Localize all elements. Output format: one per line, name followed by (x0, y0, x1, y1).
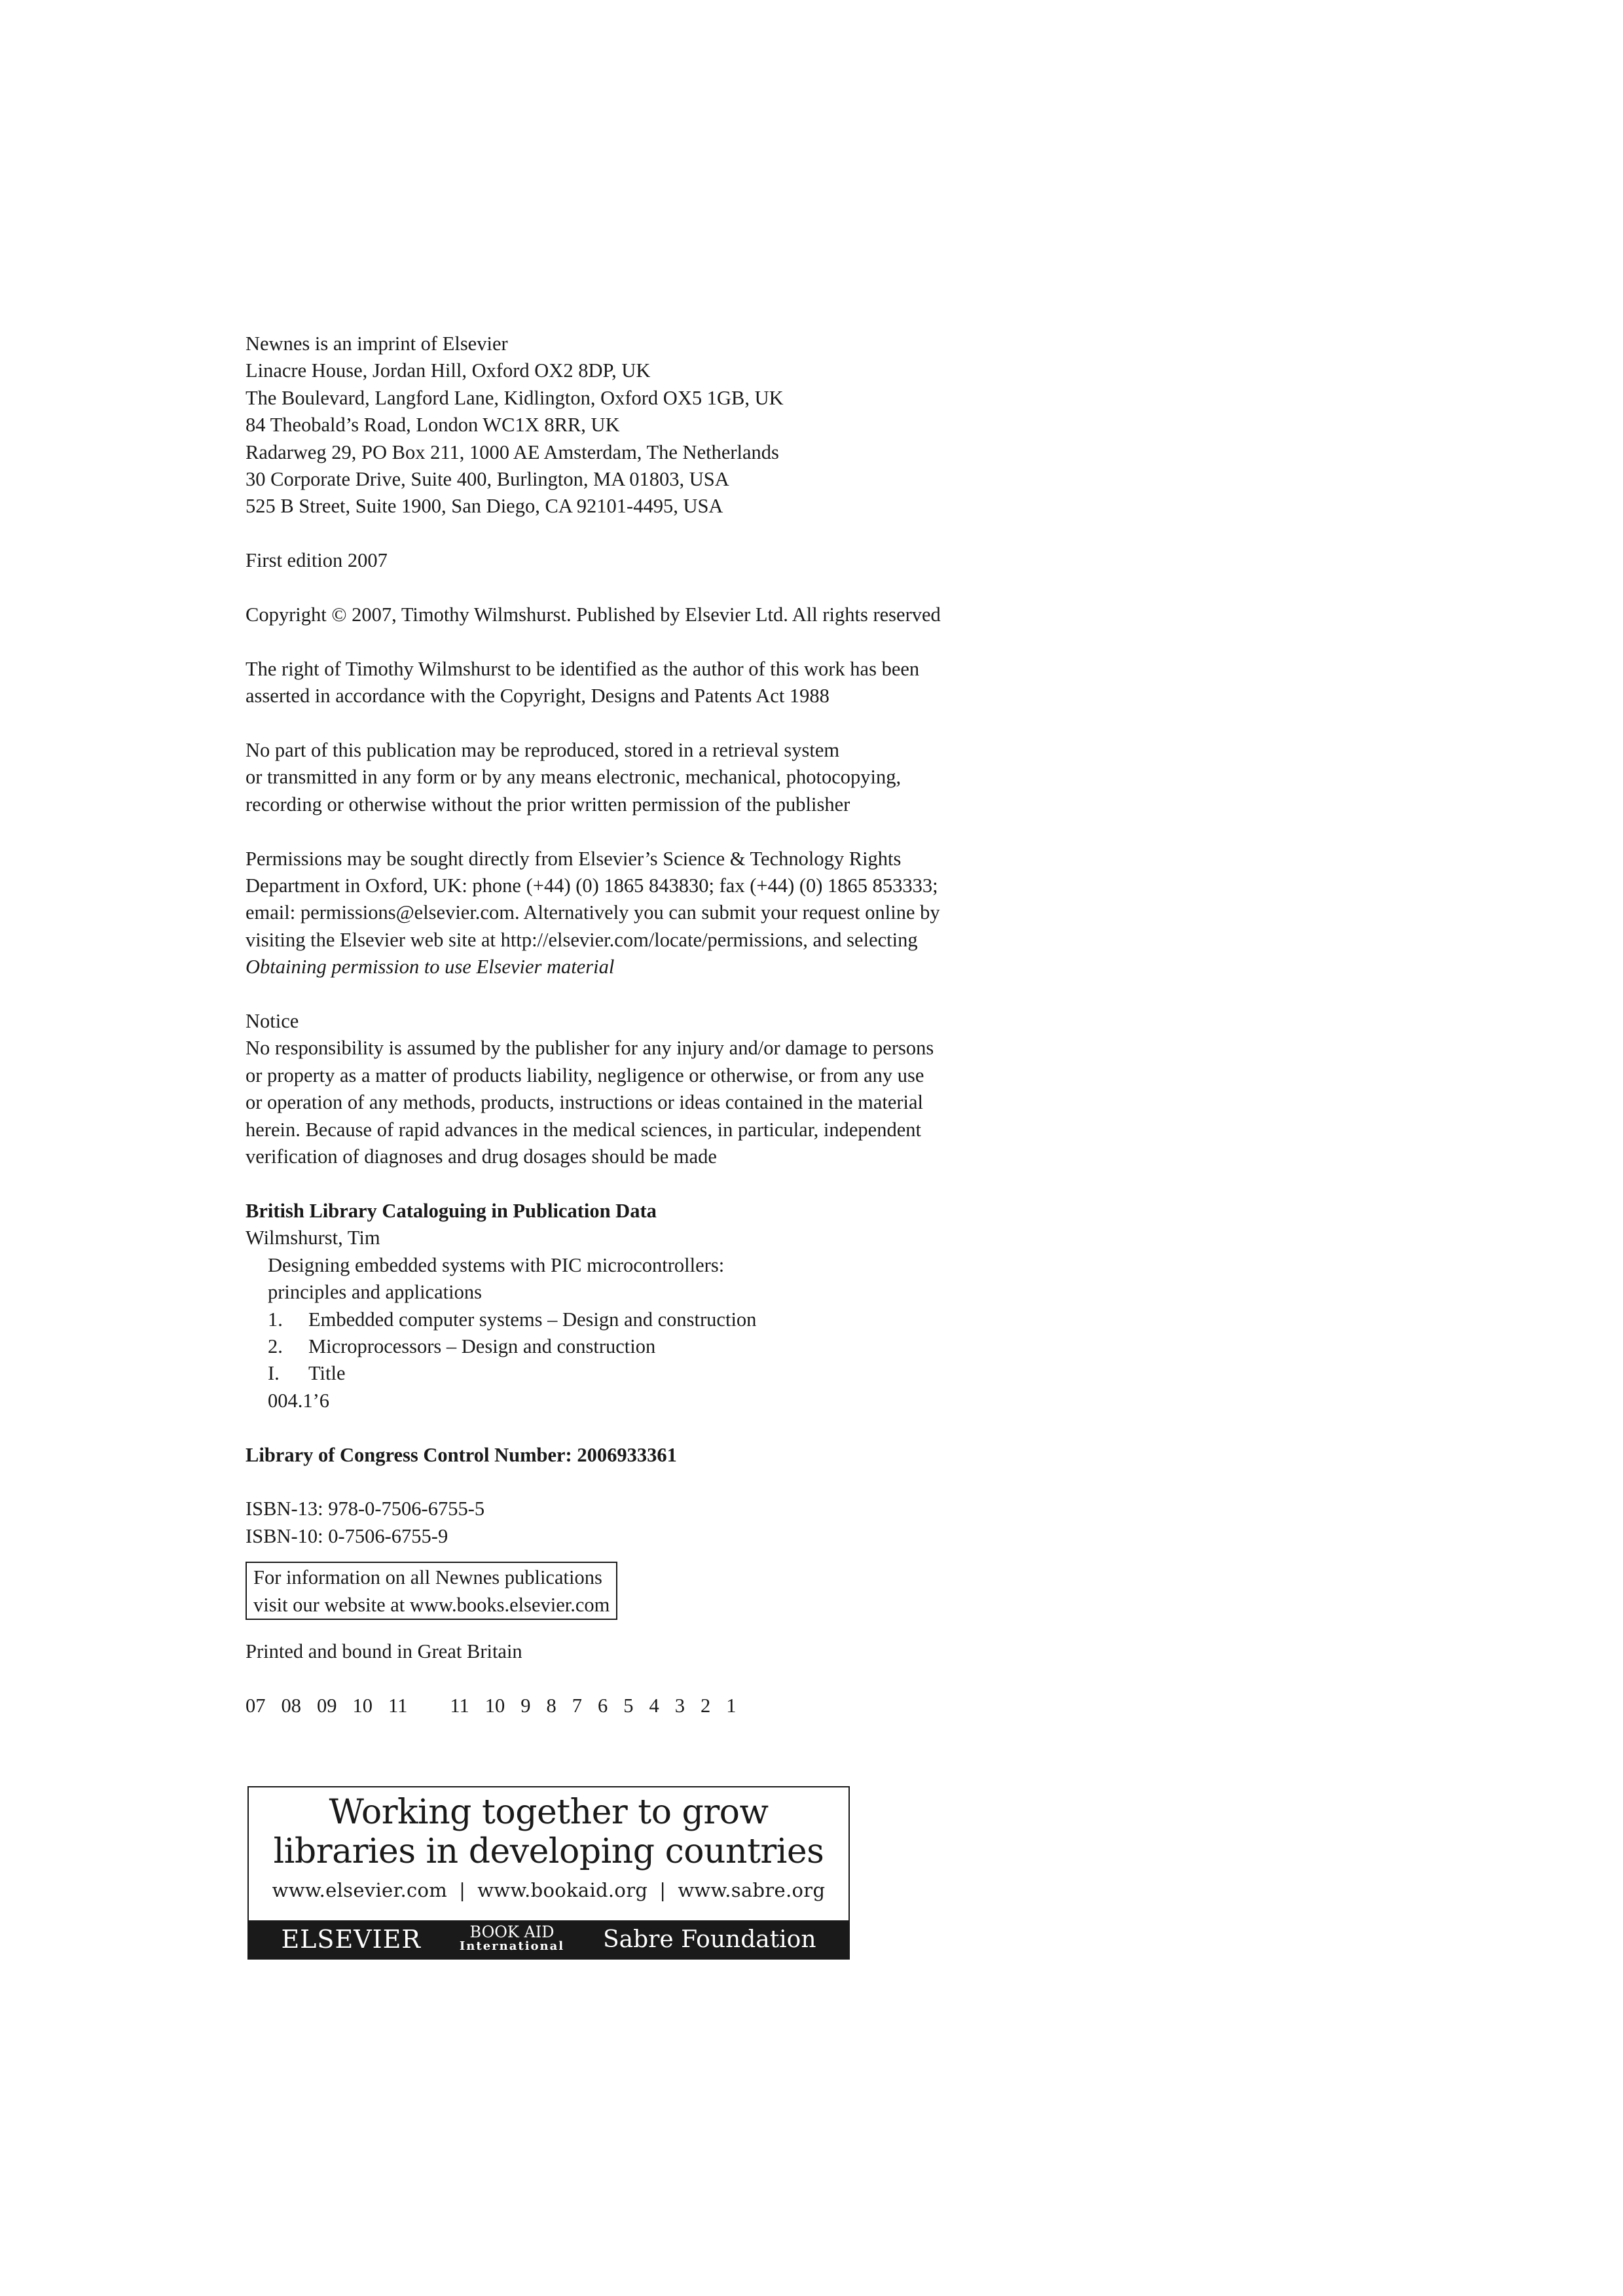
permissions-italic-line: Obtaining permission to use Elsevier material (246, 956, 615, 978)
print-year: 08 (281, 1694, 301, 1717)
notice-line: verification of diagnoses and drug dosages should be made (246, 1145, 717, 1168)
print-number: 2 (701, 1694, 711, 1717)
reproduction-line: recording or otherwise without the prior written permission of the publisher (246, 793, 850, 816)
imprint-line: Newnes is an imprint of Elsevier (246, 332, 508, 355)
address-line: Radarweg 29, PO Box 211, 1000 AE Amsterdam, The Netherlands (246, 440, 779, 463)
banner-url: www.elsevier.com (272, 1879, 448, 1901)
bookaid-logo-bottom: International (459, 1939, 565, 1953)
print-number: 5 (623, 1694, 634, 1717)
catalogue-subject-text: Microprocessors – Design and construction (308, 1335, 656, 1357)
print-year: 07 (246, 1694, 266, 1717)
isbn-10: ISBN-10: 0-7506-6755-9 (246, 1524, 448, 1547)
edition-line: First edition 2007 (246, 549, 388, 572)
address-line: Linacre House, Jordan Hill, Oxford OX2 8DP, UK (246, 359, 651, 382)
banner-url: www.bookaid.org (477, 1879, 648, 1901)
permissions-line: visiting the Elsevier web site at http://elsevier.com/locate/permissions, and selecting (246, 928, 918, 951)
print-number: 3 (674, 1694, 685, 1717)
print-number: 1 (726, 1694, 737, 1717)
address-line: 30 Corporate Drive, Suite 400, Burlington, MA 01803, USA (246, 468, 729, 491)
print-number: 10 (484, 1694, 505, 1717)
address-line: The Boulevard, Langford Lane, Kidlington, Oxford OX5 1GB, UK (246, 386, 784, 409)
permissions-line: Department in Oxford, UK: phone (+44) (0) 1865 843830; fax (+44) (0) 1865 853333; (246, 874, 938, 897)
catalogue-title-line: Designing embedded systems with PIC microcontrollers: (268, 1253, 725, 1276)
sabre-foundation-logo: Sabre Foundation (603, 1926, 816, 1953)
print-number: 4 (649, 1694, 659, 1717)
elsevier-logo: ELSEVIER (281, 1925, 421, 1954)
info-box-line: For information on all Newnes publications (253, 1566, 602, 1589)
url-separator: | (659, 1879, 666, 1901)
info-box (246, 1562, 617, 1620)
reproduction-line: or transmitted in any form or by any means electronic, mechanical, photocopying, (246, 766, 902, 789)
catalogue-subject (246, 1306, 1057, 1333)
banner-logo-bar (249, 1920, 848, 1958)
bookaid-logo-top: BOOK AID (469, 1923, 555, 1941)
catalogue-subject-number: I. (268, 1362, 280, 1385)
moral-rights-line: The right of Timothy Wilmshurst to be identified as the author of this work has been (246, 657, 920, 680)
address-line: 84 Theobald’s Road, London WC1X 8RR, UK (246, 414, 620, 437)
bookaid-logo (460, 1925, 564, 1954)
banner-url: www.sabre.org (678, 1879, 826, 1901)
catalogue-author: Wilmshurst, Tim (246, 1227, 380, 1249)
print-year: 10 (352, 1694, 373, 1717)
print-year: 09 (317, 1694, 337, 1717)
print-number-line (246, 1693, 1057, 1719)
copyright-line: Copyright © 2007, Timothy Wilmshurst. Published by Elsevier Ltd. All rights reserved (246, 603, 941, 626)
catalogue-subject-number: 1. (268, 1308, 283, 1331)
notice-line: herein. Because of rapid advances in the medical sciences, in particular, independent (246, 1118, 921, 1141)
print-year: 11 (388, 1694, 408, 1717)
book-aid-banner (247, 1786, 850, 1960)
notice-heading: Notice (246, 1010, 299, 1033)
isbn-13: ISBN-13: 978-0-7506-6755-5 (246, 1498, 485, 1520)
banner-title-line: libraries in developing countries (273, 1832, 824, 1871)
notice-line: or property as a matter of products liability, negligence or otherwise, or from any use (246, 1064, 924, 1086)
print-number: 8 (546, 1694, 556, 1717)
print-number: 11 (450, 1694, 469, 1717)
printed-line: Printed and bound in Great Britain (246, 1640, 522, 1662)
permissions-line: email: permissions@elsevier.com. Alternatively you can submit your request online by (246, 901, 940, 924)
catalogue-subject (246, 1360, 1057, 1387)
reproduction-line: No part of this publication may be reproduced, stored in a retrieval system (246, 739, 840, 762)
cataloguing-heading: British Library Cataloguing in Publication Data (246, 1199, 657, 1222)
info-box-line: visit our website at www.books.elsevier.com (253, 1593, 610, 1616)
catalogue-subject-text: Embedded computer systems – Design and construction (308, 1308, 757, 1331)
notice-line: or operation of any methods, products, instructions or ideas contained in the material (246, 1091, 924, 1114)
print-number: 7 (572, 1694, 582, 1717)
copyright-page (246, 331, 1057, 1719)
catalogue-subject (246, 1333, 1057, 1360)
catalogue-subject-text: Title (308, 1362, 346, 1385)
print-number: 9 (520, 1694, 531, 1717)
banner-title-line: Working together to grow (329, 1793, 769, 1832)
permissions-line: Permissions may be sought directly from Elsevier’s Science & Technology Rights (246, 847, 902, 870)
banner-urls (249, 1879, 848, 1901)
loc-control-number: Library of Congress Control Number: 2006933361 (246, 1443, 677, 1466)
catalogue-classification: 004.1’6 (268, 1389, 330, 1412)
print-number: 6 (598, 1694, 608, 1717)
moral-rights-line: asserted in accordance with the Copyright, Designs and Patents Act 1988 (246, 685, 830, 708)
banner-title (249, 1793, 848, 1871)
address-line: 525 B Street, Suite 1900, San Diego, CA 92101-4495, USA (246, 495, 723, 518)
catalogue-title-line: principles and applications (268, 1281, 482, 1304)
notice-line: No responsibility is assumed by the publisher for any injury and/or damage to persons (246, 1037, 934, 1060)
catalogue-subject-number: 2. (268, 1335, 283, 1357)
url-separator: | (459, 1879, 466, 1901)
